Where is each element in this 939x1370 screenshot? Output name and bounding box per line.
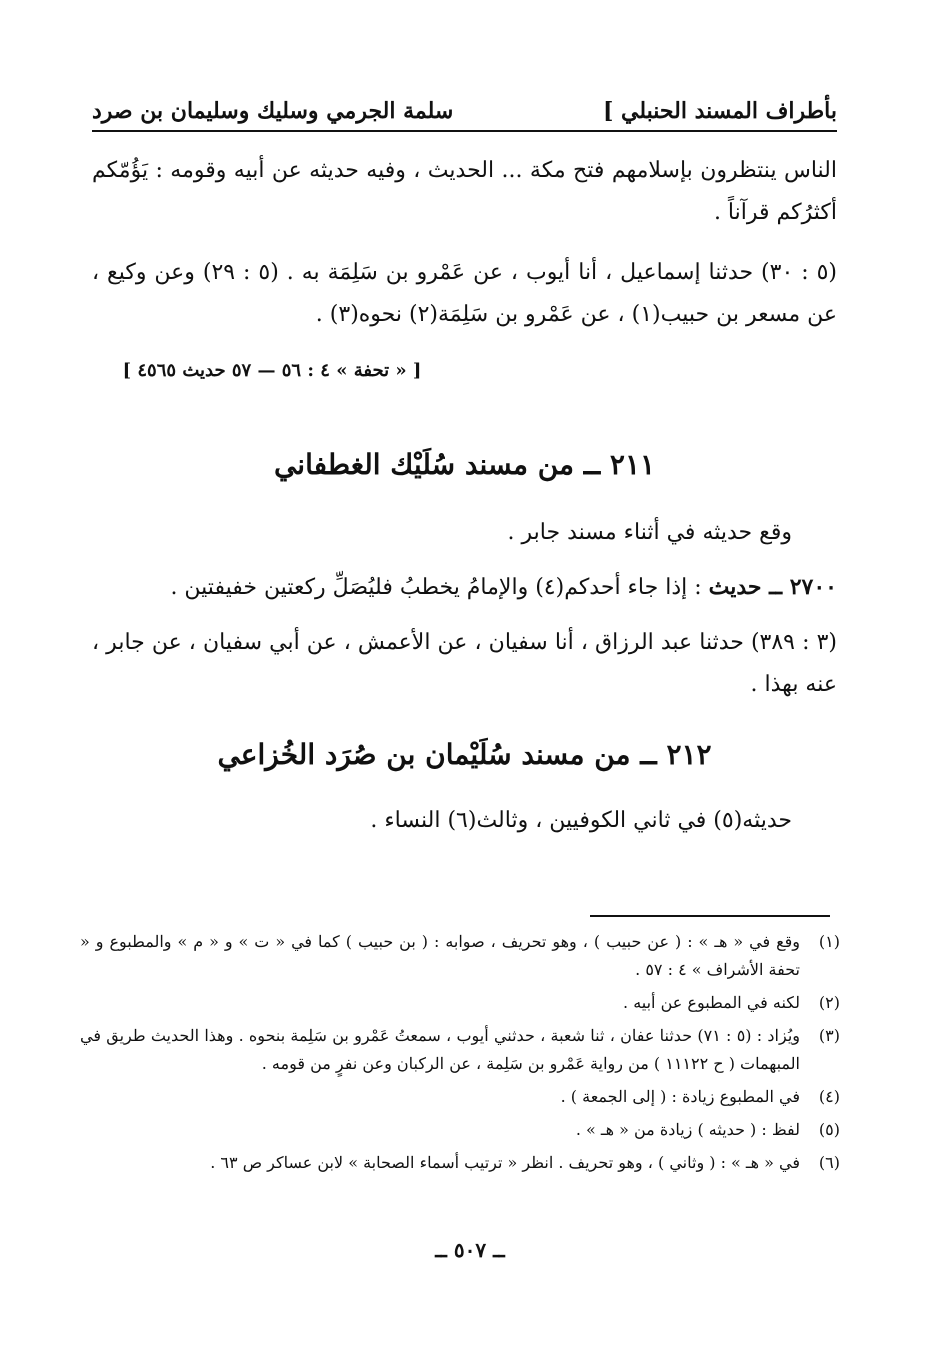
paragraph-isnad-2: (٣ : ٣٨٩) حدثنا عبد الرزاق ، أنا سفيان ، عن الأعمش ، عن أبي سفيان ، عن جابر ، عنه بهذا .: [92, 630, 837, 697]
page-number: ــ ٥٠٧ ــ: [435, 1238, 505, 1262]
footnote-text: في المطبوع زيادة : ( إلى الجمعة ) .: [560, 1087, 800, 1106]
footnote-number: (٦): [818, 1153, 840, 1172]
footnote-text: في « هـ » : ( وثاني ) ، وهو تحريف . انظر « ترتيب أسماء الصحابة » لابن عساكر ص ٦٣ .: [210, 1153, 800, 1172]
hadith-text: : إذا جاء أحدكم(٤) والإمامُ يخطبُ فليُصَلِّ ركعتين خفيفتين .: [170, 575, 702, 600]
footnote-number: (١): [818, 932, 840, 951]
footnote-item: [80, 989, 840, 1017]
footnote-number: (٥): [818, 1120, 840, 1139]
section-211-intro: وقع حديثه في أثناء مسند جابر .: [507, 520, 792, 545]
footnote-number: (٤): [818, 1087, 840, 1106]
header-book-title: بأطراف المسند الحنبلي ]: [602, 98, 837, 124]
footnote-item: [80, 1116, 840, 1144]
footnote-item: [80, 928, 840, 984]
section-212-title: ٢١٢ ــ من مسند سُلَيْمان بن صُرَد الخُزاعي: [217, 738, 712, 771]
footnote-text: لفظ : ( حديثه ) زيادة من « هـ » .: [575, 1120, 800, 1139]
footnote-number: (٢): [818, 993, 840, 1012]
header-divider: [92, 130, 837, 132]
footnote-divider: [590, 915, 830, 917]
footnote-item: [80, 1149, 840, 1177]
paragraph-continuation: الناس ينتظرون بإسلامهم فتح مكة ... الحديث ، وفيه حديثه عن أبيه وقومه : يَؤُمّكم أكثرُكم قرآناً .: [92, 158, 837, 225]
footnote-item: [80, 1022, 840, 1078]
footnote-number: (٣): [818, 1026, 840, 1045]
footnotes: [80, 928, 840, 1182]
footnote-text: وقع في « هـ » : ( عن حبيب ) ، وهو تحريف ، صوابه : ( بن حبيب ) كما في « ت » و « م » والمطبوع و « تحفة الأشراف » ٤ : ٥٧ .: [80, 932, 800, 979]
header-chapter-title: سلمة الجرمي وسليك وسليمان بن صرد: [92, 98, 454, 124]
hadith-2700: [92, 566, 837, 609]
running-header: [92, 88, 837, 124]
footnote-text: ويُزاد : (٥ : ٧١) حدثنا عفان ، ثنا شعبة ، حدثني أيوب ، سمعتُ عَمْرو بن سَلِمة بنحوه . وهذا الحديث طريق في المبهمات ( ح ١١١٢٢ ) من رواية عَمْرو بن سَلِمة ، عن الركبان وعن نفرٍ من قومه .: [80, 1026, 801, 1073]
hadith-number: ٢٧٠٠ ــ حديث: [708, 574, 837, 600]
section-211-title: ٢١١ ــ من مسند سُلَيْك الغطفاني: [273, 448, 656, 481]
paragraph-isnad-1: (٥ : ٣٠) حدثنا إسماعيل ، أنا أيوب ، عن عَمْرو بن سَلِمَة به . (٥ : ٢٩) وعن وكيع ، عن مسعر بن حبيب(١) ، عن عَمْرو بن سَلِمَة(٢) نحوه(٣) .: [92, 260, 838, 327]
section-212-intro: حديثه(٥) في ثاني الكوفيين ، وثالث(٦) النساء .: [370, 808, 792, 833]
footnote-text: لكنه في المطبوع عن أبيه .: [623, 993, 800, 1012]
footnote-item: [80, 1083, 840, 1111]
reference-tuhfa: [ « تحفة » ٤ : ٥٦ — ٥٧ حديث ٤٥٦٥ ]: [122, 360, 422, 381]
